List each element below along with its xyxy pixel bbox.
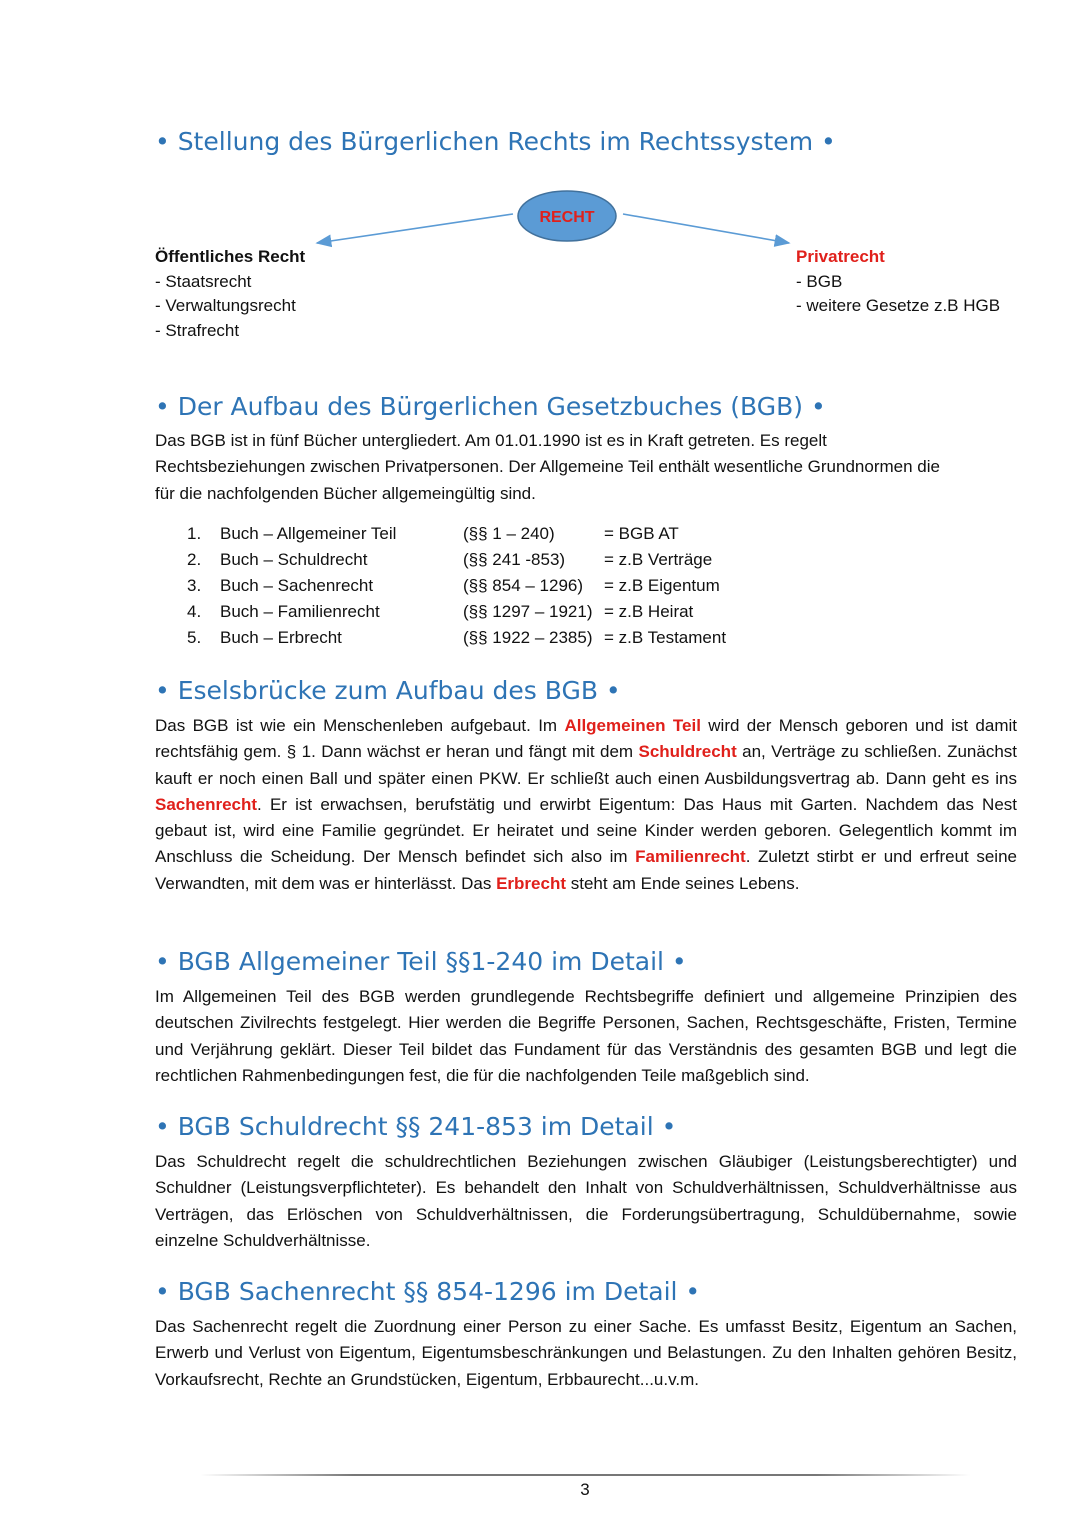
book-name: Buch – Schuldrecht xyxy=(220,550,368,569)
keyword-familienrecht: Familienrecht xyxy=(635,847,746,867)
keyword-allgemeiner-teil: Allgemeinen Teil xyxy=(564,716,701,735)
section-title-aufbau: • Der Aufbau des Bürgerlichen Gesetzbuches (BGB) • xyxy=(155,392,826,421)
book-number: 3. xyxy=(187,576,202,595)
privatrecht-title: Privatrecht xyxy=(796,247,885,266)
book-number: 2. xyxy=(187,550,202,569)
privatrecht-block xyxy=(796,245,1000,319)
book-example: = z.B Heirat xyxy=(604,602,694,621)
book-list-item xyxy=(187,547,807,573)
oeffentliches-recht-item: - Strafrecht xyxy=(155,320,240,340)
book-list-item xyxy=(187,599,807,625)
book-range: (§§ 241 -853) xyxy=(463,550,566,569)
privatrecht-item: - weitere Gesetze z.B HGB xyxy=(796,296,1001,315)
book-range: (§§ 1922 – 2385) xyxy=(463,628,593,647)
page-number: 3 xyxy=(580,1480,590,1499)
aufbau-intro-line: Rechtsbeziehungen zwischen Privatpersonen. Der Allgemeine Teil enthält wesentliche Grundnormen die xyxy=(155,457,940,477)
book-number: 4. xyxy=(187,602,202,621)
book-range: (§§ 1 – 240) xyxy=(463,524,555,543)
book-example: = z.B Eigentum xyxy=(604,576,720,595)
keyword-schuldrecht: Schuldrecht xyxy=(638,742,737,762)
book-example: = z.B Testament xyxy=(604,628,727,647)
section-title-eselsbruecke: • Eselsbrücke zum Aufbau des BGB • xyxy=(155,676,621,705)
arrow-to-oeffentliches-recht xyxy=(317,214,513,243)
oeffentliches-recht-block xyxy=(155,245,305,343)
keyword-erbrecht: Erbrecht xyxy=(496,873,567,893)
schuldrecht-text: Das Schuldrecht regelt die schuldrechtlichen Beziehungen zwischen Gläubiger (Leistungsberechtigter) und Schuldner (Leistungsverpflichteter). Es behandelt den Inhalt von Schuldverhältnissen, Schuldverhältnisse aus Verträgen, das Erlöschen von Schuldverhältnissen, die Forderungsübertragung, Schuldübernahme, sowie einzelne Schuldverhältnisse. xyxy=(155,1152,1017,1250)
book-number: 5. xyxy=(187,628,202,647)
section-title-stellung: • Stellung des Bürgerlichen Rechts im Rechtssystem • xyxy=(155,127,836,156)
eselsbruecke-text: Das BGB ist wie ein Menschenleben aufgebaut. Im Allgemeinen Teil wird der Mensch geboren und ist damit rechtsfähig gem. § 1. Dann wächst er heran und fängt mit dem Schuldrecht an, Verträge zu schließen. Zunächst kauft er noch einen Ball und später einen PKW. Er schließt auch einen Ausbildungsvertrag ab. Dann geht es ins Sachenrecht. Er ist erwachsen, berufstätig und erwirbt Eigentum: Das Haus mit Garten. Nachdem das Nest gebaut ist, wird eine Familie gegründet. Er heiratet und seine Kinder werden geboren. Gelegentlich kommt im Anschluss die Scheidung. Der Mensch befindet sich also im Familienrecht. Zuletzt stirbt er und erfreut seine Verwandten, mit dem was er hinterlässt. Das Erbrecht steht am Ende seines Lebens. xyxy=(155,716,1018,893)
section-title-allgemeiner-teil: • BGB Allgemeiner Teil §§1-240 im Detail • xyxy=(155,947,687,976)
book-list-item xyxy=(187,573,807,599)
oeffentliches-recht-title: Öffentliches Recht xyxy=(155,247,306,266)
oeffentliches-recht-item: - Verwaltungsrecht xyxy=(155,296,296,315)
sachenrecht-text: Das Sachenrecht regelt die Zuordnung einer Person zu einer Sache. Es umfasst Besitz, Eigentum an Sachen, Erwerb und Verlust von Eigentum, Eigentumsbeschränkungen und Belastungen. Zu den Inhalten gehören Besitz, Vorkaufsrecht, Rechte an Grundstücken, Eigentum, Erbbaurecht...u.v.m. xyxy=(155,1317,1017,1389)
privatrecht-item: - BGB xyxy=(796,271,843,291)
aufbau-intro-line: Das BGB ist in fünf Bücher untergliedert. Am 01.01.1990 ist es in Kraft getreten. Es regelt xyxy=(155,431,827,450)
book-list-item xyxy=(187,625,807,651)
book-name: Buch – Allgemeiner Teil xyxy=(220,524,397,543)
oeffentliches-recht-item: - Staatsrecht xyxy=(155,271,252,291)
book-name: Buch – Erbrecht xyxy=(220,628,342,647)
book-list-item xyxy=(187,521,807,547)
section-title-sachenrecht: • BGB Sachenrecht §§ 854-1296 im Detail • xyxy=(155,1277,701,1306)
book-name: Buch – Familienrecht xyxy=(220,602,380,621)
aufbau-intro-line: für die nachfolgenden Bücher allgemeingültig sind. xyxy=(155,483,536,503)
allgemeiner-teil-text: Im Allgemeinen Teil des BGB werden grundlegende Rechtsbegriffe definiert und allgemeine Prinzipien des deutschen Zivilrechts festgelegt. Hier werden die Begriffe Personen, Sachen, Rechtsgeschäfte, Fristen, Termine und Verjährung geklärt. Dieser Teil bildet das Fundament für das Verständnis des gesamten BGB und legt die rechtlichen Rahmenbedingungen fest, die für die nachfolgenden Teile maßgeblich sind. xyxy=(155,987,1017,1085)
arrow-to-privatrecht xyxy=(623,214,789,243)
recht-node-label: RECHT xyxy=(539,209,595,226)
book-name: Buch – Sachenrecht xyxy=(220,576,374,595)
book-example: = z.B Verträge xyxy=(604,550,713,569)
footer-divider xyxy=(200,1474,970,1476)
book-example: = BGB AT xyxy=(604,524,679,543)
book-number: 1. xyxy=(187,524,202,543)
book-range: (§§ 854 – 1296) xyxy=(463,576,584,595)
section-title-schuldrecht: • BGB Schuldrecht §§ 241-853 im Detail • xyxy=(155,1112,677,1141)
keyword-sachenrecht: Sachenrecht xyxy=(155,794,258,814)
book-range: (§§ 1297 – 1921) xyxy=(463,602,593,621)
aufbau-intro xyxy=(155,428,1035,507)
